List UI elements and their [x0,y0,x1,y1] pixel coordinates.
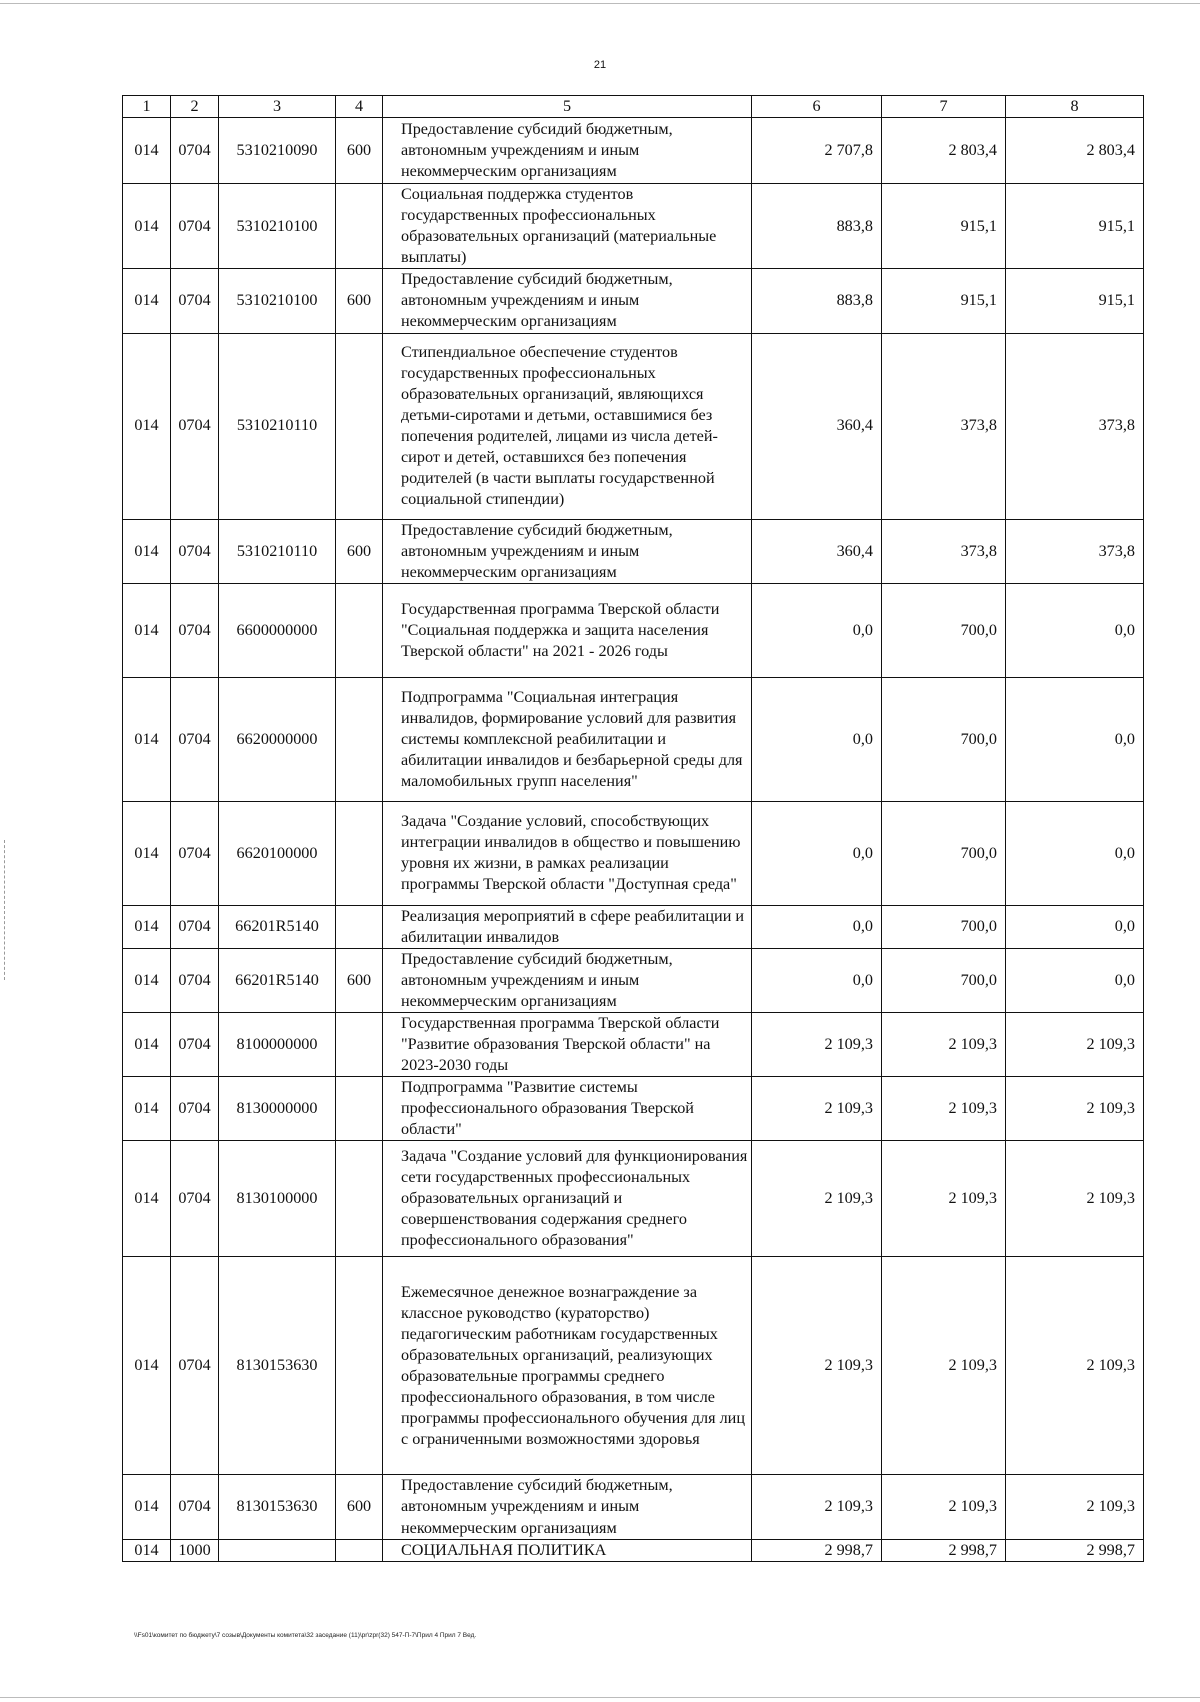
expense-type-cell [336,905,383,948]
expense-type-cell [336,1013,383,1077]
amount-year1-cell: 0,0 [752,905,882,948]
admin-code-cell: 014 [123,333,171,519]
amount-year2-cell: 2 109,3 [882,1257,1006,1475]
expense-type-cell [336,1539,383,1561]
amount-year1-cell: 2 109,3 [752,1077,882,1141]
section-code-cell: 0704 [171,1257,219,1475]
table-row [123,1475,1144,1539]
target-article-cell: 6620100000 [219,801,336,905]
table-row [123,1257,1144,1475]
amount-year3-cell: 915,1 [1006,184,1144,269]
page-number: 21 [593,59,607,71]
amount-year3-cell: 2 803,4 [1006,118,1144,184]
description-cell: Стипендиальное обеспечение студентов государственных профессиональных образовательных организаций, являющихся детьми-сиротами и детьми, оставшимися без попечения родителей, лицами из числа детей-сирот и детей, оставшихся без попечения родителей (в части выплаты государственной социальной стипендии) [383,333,752,519]
description-cell: СОЦИАЛЬНАЯ ПОЛИТИКА [383,1539,752,1561]
amount-year1-cell: 360,4 [752,519,882,583]
admin-code-cell: 014 [123,677,171,801]
table-row [123,1077,1144,1141]
amount-year1-cell: 883,8 [752,184,882,269]
admin-code-cell: 014 [123,801,171,905]
description-cell: Предоставление субсидий бюджетным, автономным учреждениям и иным некоммерческим организациям [383,269,752,333]
section-code-cell: 0704 [171,519,219,583]
section-code-cell: 0704 [171,905,219,948]
amount-year3-cell: 915,1 [1006,269,1144,333]
target-article-cell: 8130153630 [219,1257,336,1475]
table-row [123,905,1144,948]
admin-code-cell: 014 [123,1077,171,1141]
column-header: 2 [171,96,219,118]
top-scan-edge [0,3,1200,4]
expense-type-cell [336,1077,383,1141]
file-path-footer: \\Fs01\комитет по бюджету\7 созыв\Документы комитета\32 заседание (11)\pr\zpr(32) 547-П-7\Прил 4 Прил 7 Вед. [134,1632,477,1639]
column-header: 5 [383,96,752,118]
amount-year2-cell: 2 998,7 [882,1539,1006,1561]
amount-year3-cell: 2 109,3 [1006,1475,1144,1539]
target-article-cell: 8130100000 [219,1141,336,1257]
section-code-cell: 0704 [171,333,219,519]
section-code-cell: 1000 [171,1539,219,1561]
section-code-cell: 0704 [171,1475,219,1539]
target-article-cell: 6620000000 [219,677,336,801]
section-code-cell: 0704 [171,1141,219,1257]
target-article-cell: 6600000000 [219,583,336,677]
section-code-cell: 0704 [171,1013,219,1077]
expense-type-cell [336,1141,383,1257]
table-body [123,118,1144,1562]
amount-year1-cell: 2 109,3 [752,1257,882,1475]
description-cell: Задача "Создание условий, способствующих интеграции инвалидов в общество и повышению уровня их жизни, в рамках реализации программы Тверской области "Доступная среда" [383,801,752,905]
description-cell: Государственная программа Тверской области "Развитие образования Тверской области" на 2023-2030 годы [383,1013,752,1077]
amount-year3-cell: 2 109,3 [1006,1257,1144,1475]
amount-year2-cell: 2 109,3 [882,1013,1006,1077]
target-article-cell: 5310210110 [219,333,336,519]
admin-code-cell: 014 [123,1257,171,1475]
table-row [123,519,1144,583]
section-code-cell: 0704 [171,184,219,269]
amount-year3-cell: 0,0 [1006,583,1144,677]
admin-code-cell: 014 [123,519,171,583]
header-row [123,96,1144,118]
amount-year1-cell: 2 109,3 [752,1141,882,1257]
budget-table [122,95,1144,1562]
description-cell: Предоставление субсидий бюджетным, автономным учреждениям и иным некоммерческим организациям [383,1475,752,1539]
admin-code-cell: 014 [123,1539,171,1561]
admin-code-cell: 014 [123,118,171,184]
admin-code-cell: 014 [123,905,171,948]
admin-code-cell: 014 [123,583,171,677]
amount-year2-cell: 700,0 [882,583,1006,677]
description-cell: Подпрограмма "Социальная интеграция инвалидов, формирование условий для развития системы комплексной реабилитации и абилитации инвалидов и безбарьерной среды для маломобильных групп населения" [383,677,752,801]
target-article-cell: 5310210090 [219,118,336,184]
table-row [123,801,1144,905]
target-article-cell: 5310210110 [219,519,336,583]
amount-year1-cell: 360,4 [752,333,882,519]
description-cell: Задача "Создание условий для функционирования сети государственных профессиональных образовательных организаций и совершенствования содержания среднего профессионального образования" [383,1141,752,1257]
left-margin-mark [4,840,6,980]
target-article-cell: 8130153630 [219,1475,336,1539]
amount-year3-cell: 2 998,7 [1006,1539,1144,1561]
amount-year3-cell: 2 109,3 [1006,1077,1144,1141]
section-code-cell: 0704 [171,948,219,1012]
expense-type-cell: 600 [336,948,383,1012]
column-header: 3 [219,96,336,118]
table-row [123,333,1144,519]
amount-year1-cell: 0,0 [752,677,882,801]
amount-year2-cell: 915,1 [882,269,1006,333]
admin-code-cell: 014 [123,948,171,1012]
amount-year1-cell: 0,0 [752,583,882,677]
admin-code-cell: 014 [123,1475,171,1539]
admin-code-cell: 014 [123,1013,171,1077]
amount-year2-cell: 2 803,4 [882,118,1006,184]
description-cell: Предоставление субсидий бюджетным, автономным учреждениям и иным некоммерческим организациям [383,519,752,583]
column-header: 4 [336,96,383,118]
table-row [123,184,1144,269]
table-row [123,583,1144,677]
expense-type-cell: 600 [336,269,383,333]
amount-year2-cell: 915,1 [882,184,1006,269]
description-cell: Подпрограмма "Развитие системы профессионального образования Тверской области" [383,1077,752,1141]
table-row [123,1539,1144,1561]
description-cell: Предоставление субсидий бюджетным, автономным учреждениям и иным некоммерческим организациям [383,118,752,184]
table-row [123,1013,1144,1077]
bottom-scan-edge [0,1697,1200,1698]
amount-year3-cell: 373,8 [1006,519,1144,583]
column-header: 1 [123,96,171,118]
amount-year1-cell: 2 109,3 [752,1475,882,1539]
amount-year1-cell: 2 998,7 [752,1539,882,1561]
amount-year1-cell: 2 707,8 [752,118,882,184]
target-article-cell: 8100000000 [219,1013,336,1077]
target-article-cell: 66201R5140 [219,905,336,948]
amount-year2-cell: 2 109,3 [882,1141,1006,1257]
amount-year2-cell: 700,0 [882,801,1006,905]
expense-type-cell: 600 [336,1475,383,1539]
target-article-cell: 66201R5140 [219,948,336,1012]
description-cell: Ежемесячное денежное вознаграждение за классное руководство (кураторство) педагогическим работникам государственных образовательных организаций, реализующих образовательные программы среднего профессионального образования, в том числе программы профессионального обучения для лиц с ограниченными возможностями здоровья [383,1257,752,1475]
amount-year3-cell: 0,0 [1006,801,1144,905]
amount-year2-cell: 2 109,3 [882,1475,1006,1539]
target-article-cell: 8130000000 [219,1077,336,1141]
amount-year2-cell: 700,0 [882,677,1006,801]
expense-type-cell [336,801,383,905]
table-row [123,269,1144,333]
expense-type-cell [336,333,383,519]
section-code-cell: 0704 [171,583,219,677]
table-row [123,118,1144,184]
column-header: 6 [752,96,882,118]
amount-year3-cell: 2 109,3 [1006,1141,1144,1257]
amount-year3-cell: 0,0 [1006,905,1144,948]
amount-year3-cell: 373,8 [1006,333,1144,519]
amount-year2-cell: 373,8 [882,519,1006,583]
expense-type-cell [336,1257,383,1475]
expense-type-cell: 600 [336,118,383,184]
expense-type-cell [336,184,383,269]
column-header: 8 [1006,96,1144,118]
amount-year1-cell: 0,0 [752,801,882,905]
amount-year3-cell: 0,0 [1006,677,1144,801]
amount-year2-cell: 700,0 [882,948,1006,1012]
section-code-cell: 0704 [171,1077,219,1141]
amount-year3-cell: 0,0 [1006,948,1144,1012]
column-header: 7 [882,96,1006,118]
amount-year1-cell: 2 109,3 [752,1013,882,1077]
amount-year1-cell: 0,0 [752,948,882,1012]
target-article-cell [219,1539,336,1561]
section-code-cell: 0704 [171,118,219,184]
admin-code-cell: 014 [123,269,171,333]
expense-type-cell: 600 [336,519,383,583]
admin-code-cell: 014 [123,184,171,269]
expense-type-cell [336,583,383,677]
table-row [123,677,1144,801]
section-code-cell: 0704 [171,269,219,333]
amount-year2-cell: 2 109,3 [882,1077,1006,1141]
table-row [123,948,1144,1012]
expense-type-cell [336,677,383,801]
target-article-cell: 5310210100 [219,184,336,269]
table-row [123,1141,1144,1257]
target-article-cell: 5310210100 [219,269,336,333]
section-code-cell: 0704 [171,677,219,801]
admin-code-cell: 014 [123,1141,171,1257]
section-code-cell: 0704 [171,801,219,905]
description-cell: Реализация мероприятий в сфере реабилитации и абилитации инвалидов [383,905,752,948]
description-cell: Социальная поддержка студентов государственных профессиональных образовательных организаций (материальные выплаты) [383,184,752,269]
description-cell: Предоставление субсидий бюджетным, автономным учреждениям и иным некоммерческим организациям [383,948,752,1012]
amount-year1-cell: 883,8 [752,269,882,333]
amount-year3-cell: 2 109,3 [1006,1013,1144,1077]
amount-year2-cell: 700,0 [882,905,1006,948]
amount-year2-cell: 373,8 [882,333,1006,519]
description-cell: Государственная программа Тверской области "Социальная поддержка и защита населения Тверской области" на 2021 - 2026 годы [383,583,752,677]
